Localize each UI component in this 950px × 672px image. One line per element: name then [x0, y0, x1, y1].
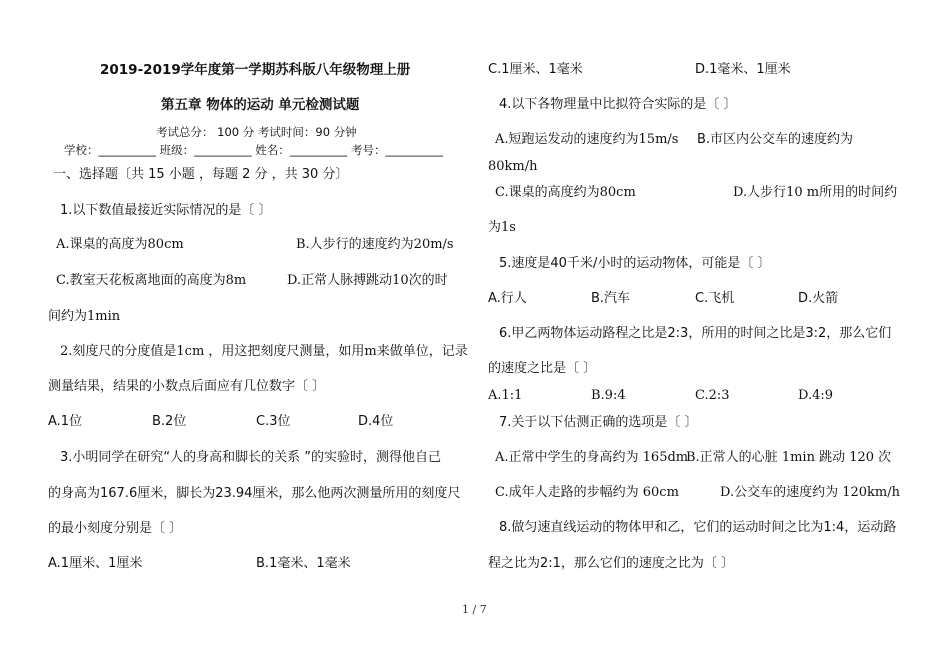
exam-title: 2019-2019学年度第一学期苏科版八年级物理上册	[100, 62, 411, 78]
q4-option-a: A.短跑运发动的速度约为15m/s	[495, 132, 679, 147]
q7-option-d: D.公交车的速度约为 120km/h	[720, 485, 900, 500]
q5-stem: 5.速度是40千米/小时的运动物体，可能是〔 〕	[499, 256, 771, 271]
q4-option-d-line2: 为1s	[488, 220, 516, 235]
q7-option-a: A.正常中学生的身高约为 165dm	[495, 450, 689, 465]
q7-stem: 7.关于以下估测正确的选项是〔 〕	[499, 415, 698, 430]
q6-option-c: C.2:3	[695, 388, 730, 403]
q3-stem-line3: 的最小刻度分别是〔 〕	[48, 521, 183, 536]
q1-option-a: A.课桌的高度为80cm	[56, 237, 184, 252]
q4-option-d-line1: D.人步行10 m所用的时间约	[733, 185, 898, 200]
student-fields: 学校：__________ 班级：__________ 姓名：__________ 考号：__________	[64, 143, 443, 157]
q3-option-a: A.1厘米、1厘米	[48, 556, 143, 571]
q3-stem-line2: 的身高为167.6厘米，脚长为23.94厘米，那么他两次测量所用的刻度尺	[48, 486, 461, 501]
q3-option-b: B.1毫米、1毫米	[256, 556, 351, 571]
q3-option-d: D.1毫米、1厘米	[695, 62, 791, 77]
q2-stem-line2: 测量结果，结果的小数点后面应有几位数字〔 〕	[48, 379, 326, 394]
q1-option-d-line2: 间约为1min	[48, 309, 121, 324]
q2-option-a: A.1位	[48, 414, 83, 429]
q8-stem-line2: 程之比为2:1，那么它们的速度之比为〔 〕	[488, 556, 735, 571]
q6-option-d: D.4:9	[798, 388, 834, 403]
q2-option-d: D.4位	[358, 414, 394, 429]
q4-option-b-line2: 80km/h	[488, 159, 538, 174]
q6-stem-line2: 的速度之比是〔 〕	[488, 361, 597, 376]
q4-stem: 4.以下各物理量中比拟符合实际的是〔 〕	[499, 97, 737, 112]
q5-option-a: A.行人	[488, 291, 527, 306]
q7-option-b: B.正常人的心脏 1min 跳动 120 次	[686, 450, 892, 465]
q1-option-d-line1: D.正常人脉搏跳动10次的时	[287, 273, 448, 288]
q7-option-c: C.成年人走路的步幅约为 60cm	[495, 485, 679, 500]
chapter-subtitle: 第五章 物体的运动 单元检测试题	[161, 97, 360, 113]
q6-option-b: B.9:4	[591, 388, 626, 403]
q2-option-c: C.3位	[256, 414, 291, 429]
q3-stem-line1: 3.小明同学在研究“人的身高和脚长的关系 ”的实验时，测得他自己	[60, 450, 442, 465]
q8-stem-line1: 8.做匀速直线运动的物体甲和乙，它们的运动时间之比为1:4，运动路	[499, 520, 897, 535]
q1-option-c: C.教室天花板离地面的高度为8m	[56, 273, 247, 288]
q2-stem-line1: 2.刻度尺的分度值是1cm ，用这把刻度尺测量，如用m来做单位，记录	[60, 344, 468, 359]
q6-stem-line1: 6.甲乙两物体运动路程之比是2:3，所用的时间之比是3:2，那么它们	[499, 326, 892, 341]
q5-option-c: C.飞机	[695, 291, 735, 306]
page-number: 1 / 7	[462, 603, 487, 616]
q5-option-d: D.火箭	[798, 291, 839, 306]
q1-option-b: B.人步行的速度约为20m/s	[296, 237, 454, 252]
section-heading: 一、选择题〔共 15 小题 ，每题 2 分 ，共 30 分〕	[53, 167, 349, 182]
q5-option-b: B.汽车	[591, 291, 631, 306]
q4-option-c: C.课桌的高度约为80cm	[495, 185, 636, 200]
q4-option-b-line1: B.市区内公交车的速度约为	[697, 132, 854, 147]
q1-stem: 1.以下数值最接近实际情况的是〔 〕	[60, 203, 272, 218]
exam-info: 考试总分： 100 分 考试时间：90 分钟	[156, 125, 357, 139]
q6-option-a: A.1:1	[488, 388, 523, 403]
q3-option-c: C.1厘米、1毫米	[488, 62, 583, 77]
q2-option-b: B.2位	[152, 414, 187, 429]
